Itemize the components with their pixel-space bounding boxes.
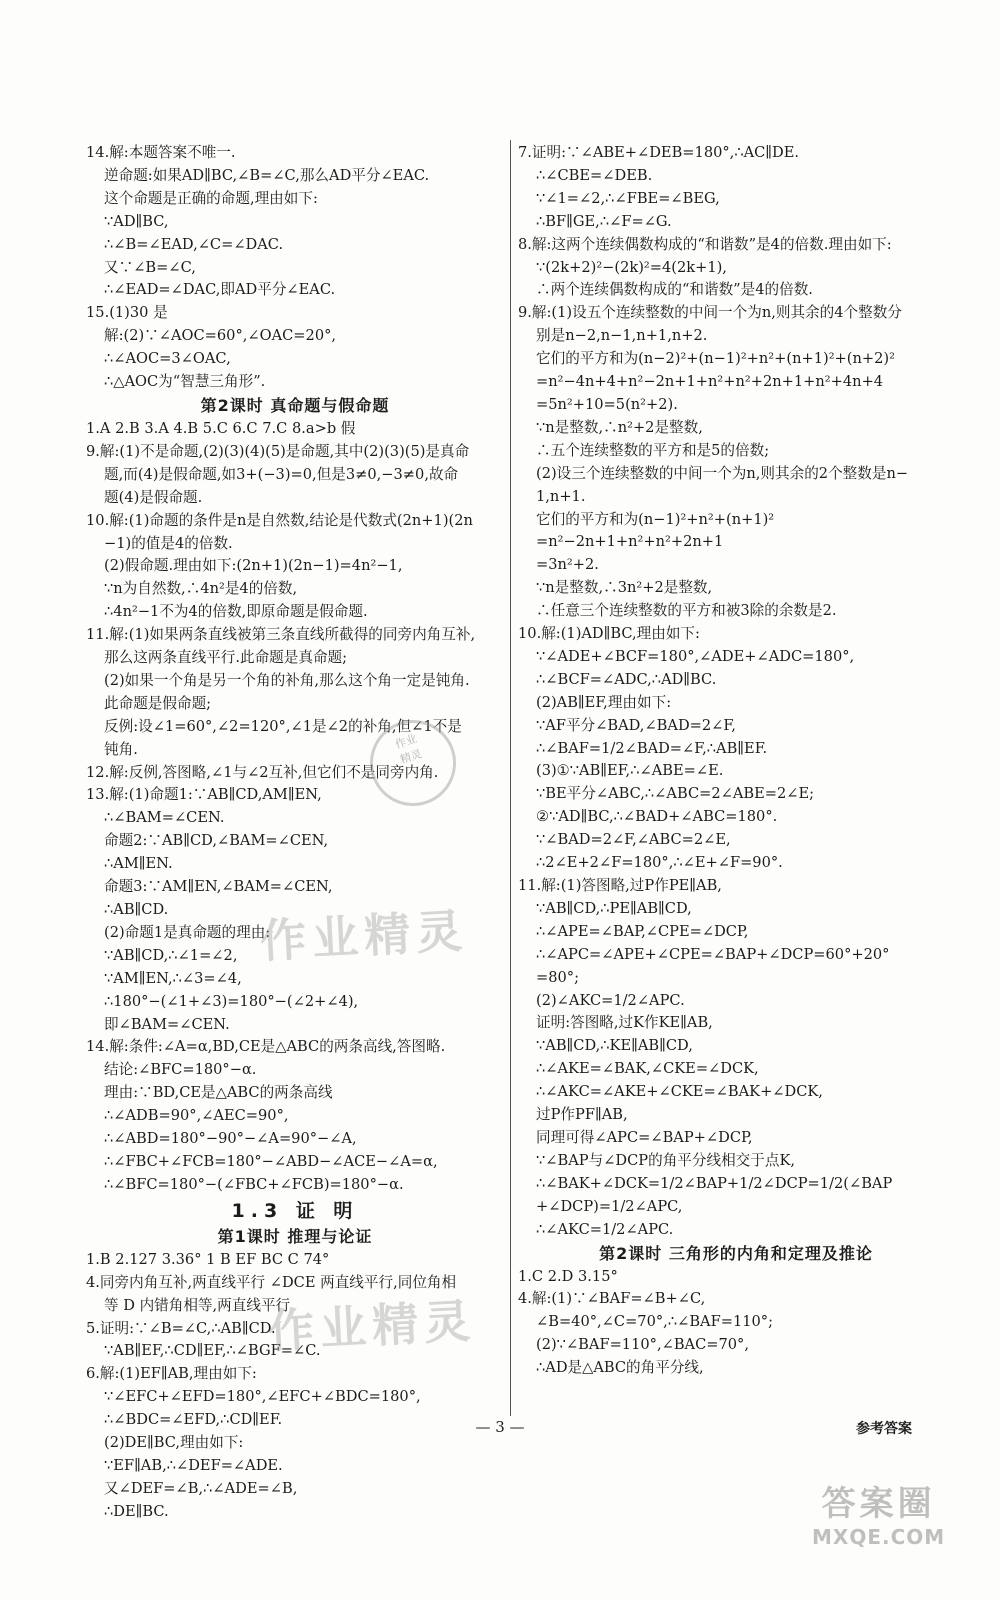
site-logo	[812, 1476, 945, 1549]
answer-line: ∴△AOC为“智慧三角形”.	[104, 373, 266, 391]
question-line: 1.A 2.B 3.A 4.B 5.C 6.C 7.C 8.a>b 假	[86, 419, 356, 437]
answer-line: ∵EF∥AB,∴∠DEF=∠ADE.	[104, 1456, 283, 1474]
answer-line: (2)∵∠BAF=110°,∠BAC=70°,	[536, 1336, 749, 1354]
answer-line: ∵AB∥CD,∴PE∥AB∥CD,	[536, 899, 692, 917]
question-line: 15.(1)30 是	[86, 304, 168, 322]
question-line: 10.解:(1)AD∥BC,理由如下:	[518, 625, 700, 643]
answer-line: ∵AM∥EN,∴∠3=∠4,	[104, 969, 242, 987]
answer-line: ∵AF平分∠BAD,∠BAD=2∠F,	[536, 716, 736, 734]
answer-line: ∵AB∥EF,∴CD∥EF,∴∠BGF=∠C.	[104, 1342, 321, 1360]
answer-line: (2)∠AKC=1/2∠APC.	[536, 991, 685, 1009]
answer-line: ∴DE∥BC.	[104, 1502, 169, 1520]
answer-line: =3n²+2.	[536, 556, 599, 574]
answer-line: ∴∠BFC=180°−(∠FBC+∠FCB)=180°−α.	[104, 1175, 404, 1193]
answer-line: ∴∠EAD=∠DAC,即AD平分∠EAC.	[104, 281, 336, 299]
right-column	[518, 142, 954, 1380]
answer-line: (2)设三个连续整数的中间一个为n,则其余的2个整数是n−	[536, 464, 909, 482]
answer-line: =80°;	[536, 968, 580, 986]
answer-line: 解:(2)∵∠AOC=60°,∠OAC=20°,	[104, 327, 337, 345]
answer-line: ∴∠BAK+∠DCK=1/2∠BAP+1/2∠DCP=1/2(∠BAP	[536, 1174, 893, 1192]
answer-line: ∴∠BCF=∠ADC,∴AD∥BC.	[536, 670, 717, 688]
question-line: 4.解:(1)∵∠BAF=∠B+∠C,	[518, 1290, 706, 1308]
answer-line: 又∵∠B=∠C,	[104, 258, 196, 276]
answer-line: ∴∠BDC=∠EFD,∴CD∥EF.	[104, 1411, 283, 1429]
answer-line: 钝角.	[104, 740, 138, 758]
answer-line: ∴∠APC=∠APE+∠CPE=∠BAP+∠DCP=60°+20°	[536, 945, 890, 963]
answer-line: 题(4)是假命题.	[104, 488, 203, 506]
answer-line: 同理可得∠APC=∠BAP+∠DCP,	[536, 1128, 753, 1146]
question-line: 14.解:本题答案不唯一.	[86, 144, 236, 161]
answer-line: 此命题是假命题;	[104, 694, 212, 712]
answer-line: +∠DCP)=1/2∠APC,	[536, 1197, 683, 1215]
question-line: 11.解:(1)答图略,过P作PE∥AB,	[518, 877, 722, 894]
answer-line: ∴4n²−1不为4的倍数,即原命题是假命题.	[104, 603, 368, 621]
answer-line: 它们的平方和为(n−1)²+n²+(n+1)²	[536, 510, 775, 528]
answer-line: ∵n是整数,∴3n²+2是整数,	[536, 579, 713, 597]
answer-line: ∴∠AKC=1/2∠APC.	[536, 1220, 674, 1238]
answer-line: 命题3:∵AM∥EN,∠BAM=∠CEN,	[104, 878, 333, 896]
answer-line: (3)①∵AB∥EF,∴∠ABE=∠E.	[536, 762, 724, 780]
lesson-heading: 第1课时 推理与论证	[217, 1226, 373, 1246]
answer-line: =n²−4n+4+n²−2n+1+n²+n²+2n+1+n²+4n+4	[536, 373, 884, 391]
answer-line: ∴∠ADB=90°,∠AEC=90°,	[104, 1107, 289, 1125]
answer-line: 命题2:∵AB∥CD,∠BAM=∠CEN,	[104, 832, 329, 850]
answer-line: ∴2∠E+2∠F=180°,∴∠E+∠F=90°.	[536, 854, 783, 872]
question-line: 10.解:(1)命题的条件是n是自然数,结论是代数式(2n+1)(2n	[86, 511, 473, 529]
answer-line: (2)DE∥BC,理由如下:	[104, 1434, 244, 1452]
answer-line: ∵AB∥CD,∴∠1=∠2,	[104, 946, 238, 964]
answer-line: ∵BE平分∠ABC,∴∠ABC=2∠ABE=2∠E;	[536, 785, 815, 803]
stamp-text: 作业	[393, 732, 419, 752]
answer-line: (2)如果一个角是另一个角的补角,那么这个角一定是钝角.	[104, 671, 470, 689]
answer-line: 它们的平方和为(n−2)²+(n−1)²+n²+(n+1)²+(n+2)²	[536, 350, 895, 368]
answer-line: 等 D 内错角相等,两直线平行	[104, 1296, 291, 1314]
answer-line: ∵∠ADE+∠BCF=180°,∠ADE+∠ADC=180°,	[536, 647, 855, 665]
answer-line: 1,n+1.	[536, 487, 586, 505]
answer-line: ∴∠APE=∠BAP,∠CPE=∠DCP,	[536, 922, 749, 940]
answer-line: ∴∠CBE=∠DEB.	[536, 166, 653, 184]
answer-line: ∴AM∥EN.	[104, 855, 173, 873]
answer-line: ∵∠EFC+∠EFD=180°,∠EFC+∠BDC=180°,	[104, 1388, 421, 1406]
answer-line: ∴∠BAF=1/2∠BAD=∠F,∴AB∥EF.	[536, 739, 768, 757]
answer-line: ∴∠AOC=3∠OAC,	[104, 350, 231, 368]
question-line: 6.解:(1)EF∥AB,理由如下:	[86, 1365, 257, 1383]
answer-line: =5n²+10=5(n²+2).	[536, 395, 678, 413]
question-line: 7.证明:∵∠ABE+∠DEB=180°,∴AC∥DE.	[518, 144, 800, 161]
answer-line: (2)假命题.理由如下:(2n+1)(2n−1)=4n²−1,	[104, 557, 403, 575]
answer-line: ∴任意三个连续整数的平方和被3除的余数是2.	[536, 602, 837, 620]
question-line: 12.解:反例,答图略,∠1与∠2互补,但它们不是同旁内角.	[86, 763, 439, 781]
column-divider	[510, 140, 511, 1416]
answer-line: ∴BF∥GE,∴∠F=∠G.	[536, 212, 672, 230]
answer-line: ∵AD∥BC,	[104, 212, 169, 230]
answer-line: ∠B=40°,∠C=70°,∴∠BAF=110°;	[536, 1313, 774, 1331]
answer-line: 那么这两条直线平行.此命题是真命题;	[104, 649, 348, 667]
question-line: 8.解:这两个连续偶数构成的“和谐数”是4的倍数.理由如下:	[518, 235, 892, 253]
answer-line: ∴180°−(∠1+∠3)=180°−(∠2+∠4),	[104, 992, 359, 1010]
watermark-text: 作业精灵	[266, 1293, 478, 1359]
answer-line: ∵(2k+2)²−(2k)²=4(2k+1),	[536, 258, 727, 276]
answer-line: ∴五个连续整数的平方和是5的倍数;	[536, 441, 770, 459]
question-line: 9.解:(1)不是命题,(2)(3)(4)(5)是命题,其中(2)(3)(5)是真命	[86, 442, 470, 460]
answer-line: 又∠DEF=∠B,∴∠ADE=∠B,	[104, 1479, 298, 1497]
answer-line: 别是n−2,n−1,n+1,n+2.	[536, 327, 708, 345]
question-line: 1.C 2.D 3.15°	[518, 1267, 618, 1285]
answer-line: 这个命题是正确的命题,理由如下:	[104, 189, 318, 207]
question-line: 1.B 2.127 3.36° 1 B EF BC C 74°	[86, 1250, 330, 1268]
page-number: — 3 —	[475, 1418, 525, 1436]
question-line: 11.解:(1)如果两条直线被第三条直线所截得的同旁内角互补,	[86, 626, 476, 644]
answer-line: 逆命题:如果AD∥BC,∠B=∠C,那么AD平分∠EAC.	[104, 166, 430, 184]
answer-line: 证明:答图略,过K作KE∥AB,	[536, 1014, 713, 1032]
answer-line: =n²−2n+1+n²+n²+2n+1	[536, 533, 724, 551]
answer-line: 过P作PF∥AB,	[536, 1106, 628, 1124]
answer-line: ∵∠1=∠2,∴∠FBE=∠BEG,	[536, 189, 720, 207]
footer-section-title: 参考答案	[856, 1421, 912, 1437]
answer-line: ∴∠FBC+∠FCB=180°−∠ABD−∠ACE−∠A=α,	[104, 1152, 438, 1170]
answer-line: 理由:∵BD,CE是△ABC的两条高线	[104, 1084, 333, 1102]
answer-line: ∴∠AKE=∠BAK,∠CKE=∠DCK,	[536, 1060, 759, 1078]
lesson-heading: 第2课时 三角形的内角和定理及推论	[599, 1243, 873, 1263]
answer-line: 即∠BAM=∠CEN.	[104, 1015, 230, 1033]
answer-line: ∴AD是△ABC的角平分线,	[536, 1359, 704, 1377]
answer-line: ∴∠AKC=∠AKE+∠CKE=∠BAK+∠DCK,	[536, 1083, 823, 1101]
question-line: 4.同旁内角互补,两直线平行 ∠DCE 两直线平行,同位角相	[86, 1273, 457, 1291]
answer-line: ∵n为自然数,∴4n²是4的倍数,	[104, 580, 298, 598]
answer-line: ∴∠B=∠EAD,∠C=∠DAC.	[104, 235, 284, 253]
answer-line: (2)命题1是真命题的理由:	[104, 923, 271, 941]
answer-line: 题,而(4)是假命题,如3+(−3)=0,但是3≠0,−3≠0,故命	[104, 465, 459, 483]
answer-line: ∴∠ABD=180°−90°−∠A=90°−∠A,	[104, 1130, 357, 1148]
answer-line: ②∵AD∥BC,∴∠BAD+∠ABC=180°.	[536, 808, 778, 826]
answer-line: ∴∠BAM=∠CEN.	[104, 809, 225, 827]
answer-line: ∴两个连续偶数构成的“和谐数”是4的倍数.	[536, 281, 813, 299]
answer-line: (2)AB∥EF,理由如下:	[536, 693, 672, 711]
answer-line: ∵n是整数,∴n²+2是整数,	[536, 418, 703, 436]
watermark-text: 作业精灵	[258, 903, 470, 969]
answer-line: −1)的值是4的倍数.	[104, 534, 233, 552]
question-line: 9.解:(1)设五个连续整数的中间一个为n,则其余的4个整数分	[518, 304, 902, 322]
answer-line: 反例:设∠1=60°,∠2=120°,∠1是∠2的补角,但∠1不是	[104, 717, 462, 735]
logo-text: 答案圈	[821, 1484, 936, 1524]
question-line: 13.解:(1)命题1:∵AB∥CD,AM∥EN,	[86, 786, 322, 804]
answer-line: ∵AB∥CD,∴KE∥AB∥CD,	[536, 1037, 693, 1055]
stamp-text: 精灵	[398, 747, 424, 767]
answer-line: 结论:∠BFC=180°−α.	[104, 1061, 257, 1079]
answer-line: ∴AB∥CD.	[104, 901, 169, 918]
lesson-heading: 第2课时 真命题与假命题	[200, 395, 390, 415]
question-line: 14.解:条件:∠A=α,BD,CE是△ABC的两条高线,答图略.	[86, 1038, 446, 1056]
answer-line: ∵∠BAD=2∠F,∠ABC=2∠E,	[536, 831, 731, 849]
section-heading: 1.3 证 明	[231, 1199, 359, 1222]
answer-line: ∵∠BAP与∠DCP的角平分线相交于点K,	[536, 1151, 795, 1169]
question-line: 5.证明:∵∠B=∠C,∴AB∥CD.	[86, 1319, 276, 1337]
logo-url: MXQE.COM	[812, 1525, 946, 1549]
